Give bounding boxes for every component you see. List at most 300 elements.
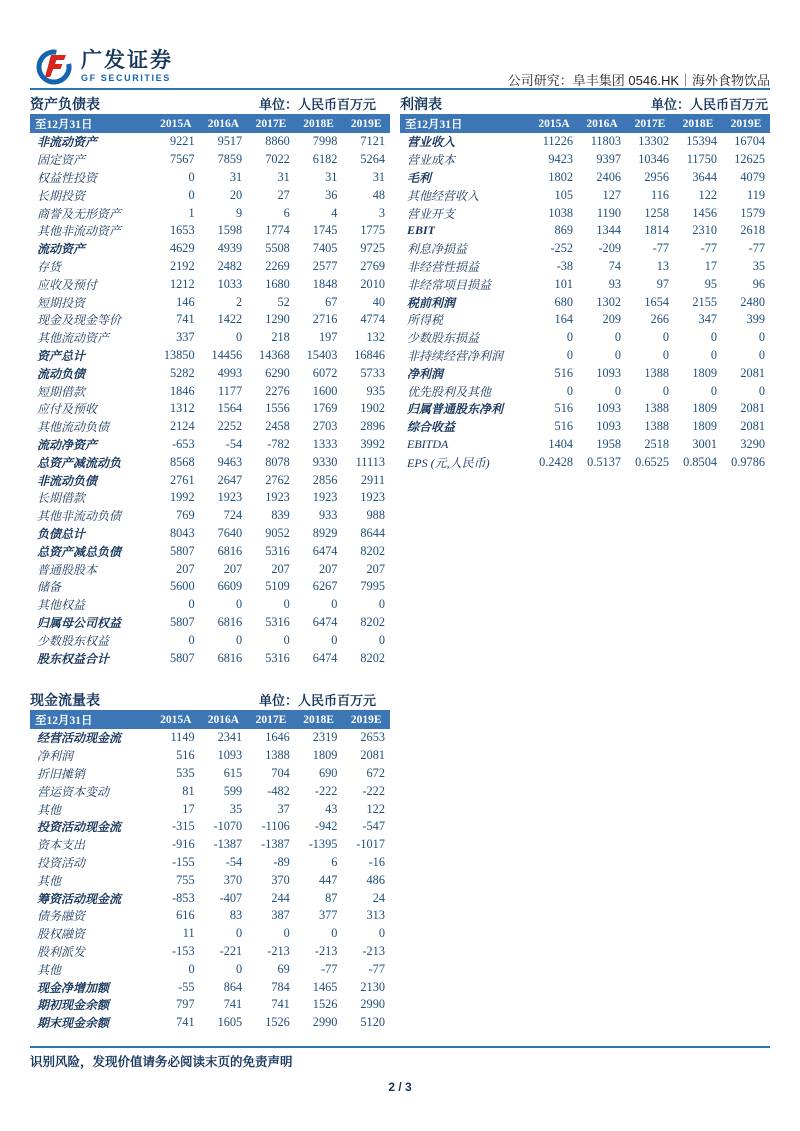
cell-value: 40 bbox=[372, 294, 385, 309]
cell-value: 2518 bbox=[644, 436, 669, 451]
cell-value: -1387 bbox=[213, 837, 243, 852]
cell-value: 9330 bbox=[312, 454, 338, 469]
cell-value: 16846 bbox=[354, 347, 385, 362]
cell-value: 1902 bbox=[360, 401, 385, 416]
cell-value: 2458 bbox=[265, 419, 290, 434]
cell-value: 0 bbox=[188, 597, 195, 612]
risk-disclaimer: 识别风险，发现价值请务必阅读末页的免责声明 bbox=[30, 1055, 293, 1069]
cell-value: 741 bbox=[176, 312, 195, 327]
cell-value: -547 bbox=[362, 819, 385, 834]
year-column-header: 2018E bbox=[303, 117, 334, 130]
cell-value: 266 bbox=[650, 312, 669, 327]
cell-value: 0 bbox=[614, 383, 621, 398]
row-label: 筹资活动现金流 bbox=[37, 891, 122, 906]
cell-value: 69 bbox=[277, 961, 290, 976]
cell-value: 93 bbox=[608, 276, 621, 291]
row-label: 非持续经营净利润 bbox=[407, 348, 504, 363]
cell-value: 6609 bbox=[217, 579, 243, 594]
cell-value: 0 bbox=[566, 347, 573, 362]
table-row bbox=[30, 560, 390, 578]
row-label: 期初现金余额 bbox=[37, 998, 110, 1013]
table-row bbox=[30, 329, 390, 347]
cell-value: 6267 bbox=[312, 579, 338, 594]
row-label: 期末现金余额 bbox=[37, 1016, 110, 1031]
cell-value: 0 bbox=[566, 383, 573, 398]
cell-value: 0 bbox=[614, 330, 621, 345]
year-column-header: 2019E bbox=[350, 713, 382, 726]
income-statement-caption bbox=[400, 94, 770, 114]
cell-value: -77 bbox=[652, 241, 669, 256]
cell-value: 2716 bbox=[312, 312, 338, 327]
cell-value: 1388 bbox=[265, 748, 290, 763]
year-column-header: 2018E bbox=[303, 713, 334, 726]
cell-value: 0 bbox=[614, 347, 621, 362]
cell-value: 5316 bbox=[265, 614, 290, 629]
cell-value: -213 bbox=[362, 943, 385, 958]
cell-value: -77 bbox=[748, 241, 765, 256]
row-label: 固定资产 bbox=[37, 153, 86, 168]
cell-value: 1258 bbox=[644, 205, 669, 220]
cell-value: 1745 bbox=[312, 223, 338, 238]
table-row bbox=[30, 169, 390, 187]
cell-value: 1923 bbox=[312, 490, 338, 505]
table-row bbox=[400, 453, 770, 471]
row-label: 营业收入 bbox=[407, 135, 456, 150]
row-label: 非流动负债 bbox=[37, 473, 98, 488]
cell-value: 35 bbox=[229, 801, 243, 816]
cell-value: -77 bbox=[700, 241, 717, 256]
cell-value: 377 bbox=[318, 908, 338, 923]
cell-value: 1093 bbox=[596, 401, 621, 416]
cell-value: 5508 bbox=[265, 241, 290, 256]
cell-value: 6816 bbox=[217, 614, 243, 629]
table-row bbox=[400, 240, 770, 258]
table-row bbox=[400, 329, 770, 347]
cell-value: 83 bbox=[229, 908, 243, 923]
cell-value: 0 bbox=[710, 383, 717, 398]
cell-value: 197 bbox=[318, 330, 338, 345]
cell-value: 3001 bbox=[692, 436, 717, 451]
cell-value: -77 bbox=[368, 961, 385, 976]
year-column-header: 2015A bbox=[538, 117, 570, 130]
cell-value: 2081 bbox=[740, 365, 765, 380]
logo-text bbox=[81, 50, 173, 83]
year-column-header: 2016A bbox=[207, 713, 240, 726]
table-row bbox=[30, 400, 390, 418]
year-column-header: 2015A bbox=[160, 117, 192, 130]
table-row bbox=[30, 151, 390, 169]
cell-value: -315 bbox=[172, 819, 195, 834]
cell-value: 1526 bbox=[312, 997, 338, 1012]
cell-value: 516 bbox=[554, 401, 573, 416]
row-label: 股利派发 bbox=[37, 944, 86, 959]
cell-value: -853 bbox=[172, 890, 195, 905]
balance-sheet-table bbox=[30, 94, 390, 667]
cell-value: -1395 bbox=[308, 837, 338, 852]
cell-value: 2192 bbox=[170, 258, 195, 273]
row-label: 资产总计 bbox=[37, 348, 86, 363]
cell-value: 5807 bbox=[170, 650, 195, 665]
cell-value: 0 bbox=[662, 347, 669, 362]
row-label: 其他流动负债 bbox=[37, 420, 110, 435]
cell-value: 1598 bbox=[217, 223, 243, 238]
cell-value: 704 bbox=[271, 765, 290, 780]
row-label: 应付及预收 bbox=[37, 402, 98, 417]
cell-value: 6290 bbox=[265, 365, 290, 380]
table-row bbox=[30, 854, 390, 872]
cell-value: -209 bbox=[598, 241, 621, 256]
row-label: 其他 bbox=[37, 802, 62, 817]
table-row bbox=[30, 311, 390, 329]
cell-value: 7121 bbox=[360, 134, 385, 149]
brand-name-en: GF SECURITIES bbox=[81, 72, 171, 83]
cell-value: 0 bbox=[331, 597, 338, 612]
cell-value: 2911 bbox=[360, 472, 385, 487]
table-row bbox=[30, 925, 390, 943]
cell-value: 724 bbox=[223, 508, 243, 523]
income-statement-table bbox=[400, 94, 770, 471]
cell-value: 2856 bbox=[312, 472, 338, 487]
cell-value: 2647 bbox=[217, 472, 243, 487]
table-row bbox=[30, 1014, 390, 1032]
cell-value: 0 bbox=[662, 383, 669, 398]
table-row bbox=[30, 204, 390, 222]
cell-value: 3 bbox=[378, 205, 385, 220]
cell-value: 146 bbox=[176, 294, 195, 309]
page-number: 2 / 3 bbox=[388, 1080, 412, 1094]
table-row bbox=[400, 258, 770, 276]
table-row bbox=[30, 222, 390, 240]
table-row bbox=[30, 364, 390, 382]
cell-value: 0 bbox=[758, 383, 765, 398]
cell-value: 17 bbox=[704, 258, 717, 273]
cell-value: 0.6525 bbox=[635, 454, 669, 469]
cell-value: 2990 bbox=[360, 997, 385, 1012]
cell-value: 1 bbox=[188, 205, 195, 220]
table-row bbox=[30, 347, 390, 365]
cell-value: 2319 bbox=[312, 730, 338, 745]
row-label: EBIT bbox=[407, 223, 436, 238]
cell-value: 933 bbox=[318, 508, 338, 523]
row-label: 总资产减总负债 bbox=[37, 544, 122, 559]
row-label: 净利润 bbox=[407, 366, 444, 381]
row-label: 存货 bbox=[37, 259, 62, 274]
row-label: EBITDA bbox=[407, 436, 449, 451]
cell-value: 2769 bbox=[360, 258, 385, 273]
row-label: 其他非流动负债 bbox=[37, 509, 122, 524]
cell-value: 370 bbox=[271, 872, 290, 887]
cell-value: 741 bbox=[223, 997, 243, 1012]
cell-value: 0 bbox=[378, 926, 385, 941]
cell-value: 11226 bbox=[542, 134, 573, 149]
row-label: EPS (元,人民币) bbox=[407, 455, 490, 470]
cell-value: 2341 bbox=[217, 730, 243, 745]
row-label: 股东权益合计 bbox=[37, 651, 110, 666]
row-label: 非流动资产 bbox=[37, 135, 98, 150]
table-row bbox=[400, 311, 770, 329]
table-row bbox=[400, 382, 770, 400]
cell-value: 5316 bbox=[265, 650, 290, 665]
row-label: 商誉及无形资产 bbox=[37, 206, 122, 221]
cell-value: 2761 bbox=[170, 472, 195, 487]
table-row bbox=[400, 275, 770, 293]
cell-value: 615 bbox=[223, 765, 243, 780]
table-row bbox=[30, 800, 390, 818]
row-label: 综合收益 bbox=[407, 420, 456, 435]
cell-value: 13850 bbox=[163, 347, 195, 362]
row-label: 其他非流动资产 bbox=[37, 224, 122, 239]
cell-value: 0 bbox=[188, 169, 195, 184]
cell-value: 1814 bbox=[644, 223, 669, 238]
cell-value: 207 bbox=[366, 561, 385, 576]
cell-value: 1646 bbox=[265, 730, 290, 745]
cell-value: 5807 bbox=[170, 543, 195, 558]
cell-value: 0 bbox=[236, 926, 243, 941]
cell-value: 8860 bbox=[265, 134, 290, 149]
cell-value: 81 bbox=[182, 783, 195, 798]
cell-value: 1312 bbox=[170, 401, 195, 416]
cell-value: 122 bbox=[698, 187, 717, 202]
cell-value: 1465 bbox=[312, 979, 338, 994]
cell-value: 15403 bbox=[306, 347, 338, 362]
cell-value: 6 bbox=[283, 205, 290, 220]
row-label: 投资活动现金流 bbox=[37, 820, 122, 835]
cell-value: -916 bbox=[172, 837, 195, 852]
table-row bbox=[30, 649, 390, 667]
cell-value: 101 bbox=[554, 276, 573, 291]
cell-value: 1388 bbox=[644, 365, 669, 380]
cell-value: 24 bbox=[372, 890, 385, 905]
cell-value: 5733 bbox=[360, 365, 385, 380]
cell-value: 36 bbox=[325, 187, 338, 202]
cell-value: 5316 bbox=[265, 543, 290, 558]
cell-value: 1302 bbox=[596, 294, 621, 309]
cell-value: 2269 bbox=[265, 258, 290, 273]
cell-value: 4079 bbox=[740, 169, 765, 184]
balance-sheet-unit: 单位：人民币百万元 bbox=[258, 97, 376, 112]
cell-value: 6474 bbox=[312, 650, 338, 665]
cell-value: 741 bbox=[271, 997, 290, 1012]
table-row bbox=[30, 275, 390, 293]
income-statement-unit: 单位：人民币百万元 bbox=[650, 97, 768, 112]
row-label: 流动净资产 bbox=[37, 437, 98, 452]
cell-value: 1149 bbox=[170, 730, 195, 745]
row-label: 现金及现金等价 bbox=[37, 313, 122, 328]
cell-value: 105 bbox=[554, 187, 573, 202]
cell-value: 6474 bbox=[312, 543, 338, 558]
table-row bbox=[400, 436, 770, 454]
cell-value: 347 bbox=[698, 312, 717, 327]
cell-value: 16704 bbox=[734, 134, 765, 149]
cell-value: 9052 bbox=[265, 525, 290, 540]
cell-value: 207 bbox=[176, 561, 195, 576]
year-column-header: 2016A bbox=[586, 117, 618, 130]
cell-value: 486 bbox=[366, 872, 385, 887]
cell-value: 1579 bbox=[740, 205, 765, 220]
table-row bbox=[30, 507, 390, 525]
cell-value: 0 bbox=[188, 961, 195, 976]
cell-value: 6474 bbox=[312, 614, 338, 629]
balance-sheet-caption bbox=[30, 94, 390, 114]
table-row bbox=[30, 836, 390, 854]
cell-value: 8078 bbox=[265, 454, 290, 469]
cell-value: 15394 bbox=[686, 134, 717, 149]
row-label: 短期投资 bbox=[37, 295, 86, 310]
cell-value: -653 bbox=[172, 436, 195, 451]
cell-value: 1038 bbox=[548, 205, 573, 220]
cell-value: 0.9786 bbox=[731, 454, 765, 469]
cell-value: -407 bbox=[219, 890, 243, 905]
cell-value: 1923 bbox=[217, 490, 243, 505]
cell-value: 3290 bbox=[740, 436, 765, 451]
cell-value: 31 bbox=[372, 169, 385, 184]
cell-value: 1680 bbox=[265, 276, 290, 291]
income-statement-rows bbox=[400, 133, 770, 471]
table-row bbox=[400, 293, 770, 311]
cell-value: 7567 bbox=[170, 152, 195, 167]
row-label: 经营活动现金流 bbox=[37, 731, 122, 746]
cell-value: 313 bbox=[366, 908, 385, 923]
row-label: 长期投资 bbox=[37, 188, 86, 203]
cell-value: 0 bbox=[283, 926, 290, 941]
cell-value: 7405 bbox=[312, 241, 338, 256]
cell-value: 14368 bbox=[259, 347, 290, 362]
cell-value: 864 bbox=[223, 979, 243, 994]
row-label: 毛利 bbox=[407, 170, 432, 185]
row-label: 其他权益 bbox=[37, 598, 86, 613]
table-row bbox=[30, 525, 390, 543]
cell-value: 31 bbox=[325, 169, 338, 184]
gf-logo-icon bbox=[34, 46, 74, 86]
cell-value: 13 bbox=[656, 258, 669, 273]
row-label: 折旧摊销 bbox=[37, 766, 86, 781]
cell-value: 797 bbox=[176, 997, 195, 1012]
cell-value: 8043 bbox=[170, 525, 195, 540]
table-row bbox=[30, 258, 390, 276]
cell-value: 0.8504 bbox=[683, 454, 717, 469]
cell-value: 2155 bbox=[692, 294, 717, 309]
cell-value: -1017 bbox=[356, 837, 385, 852]
cell-value: 97 bbox=[656, 276, 669, 291]
row-label: 税前利润 bbox=[407, 295, 456, 310]
balance-sheet-header-row bbox=[30, 114, 390, 133]
cell-value: 387 bbox=[271, 908, 290, 923]
cell-value: -482 bbox=[267, 783, 290, 798]
cell-value: 2081 bbox=[740, 419, 765, 434]
cell-value: 1290 bbox=[265, 312, 290, 327]
cell-value: 132 bbox=[366, 330, 385, 345]
cell-value: 6072 bbox=[312, 365, 338, 380]
year-column-header: 2018E bbox=[682, 117, 714, 130]
table-row bbox=[30, 889, 390, 907]
cell-value: 680 bbox=[554, 294, 573, 309]
cell-value: 869 bbox=[554, 223, 573, 238]
cell-value: 8202 bbox=[360, 650, 385, 665]
cell-value: 5282 bbox=[170, 365, 195, 380]
table-row bbox=[30, 747, 390, 765]
cell-value: 935 bbox=[366, 383, 385, 398]
cell-value: 164 bbox=[554, 312, 573, 327]
cell-value: 1093 bbox=[596, 365, 621, 380]
cell-value: 1456 bbox=[692, 205, 717, 220]
cell-value: 11750 bbox=[686, 152, 717, 167]
cell-value: 0 bbox=[236, 632, 243, 647]
cell-value: 87 bbox=[325, 890, 338, 905]
row-label: 非经常项目损益 bbox=[407, 277, 492, 292]
cell-value: 5120 bbox=[360, 1015, 385, 1030]
cell-value: -782 bbox=[267, 436, 290, 451]
row-label: 总资产减流动负 bbox=[37, 455, 122, 470]
cell-value: 741 bbox=[176, 1015, 195, 1030]
table-row bbox=[30, 578, 390, 596]
cell-value: -1070 bbox=[213, 819, 243, 834]
cell-value: 67 bbox=[325, 294, 338, 309]
header-divider bbox=[30, 88, 770, 90]
cell-value: 2896 bbox=[360, 419, 385, 434]
cell-value: 1190 bbox=[596, 205, 621, 220]
income-statement-header-row bbox=[400, 114, 770, 133]
cell-value: 1809 bbox=[692, 419, 717, 434]
cell-value: 9221 bbox=[170, 134, 195, 149]
cell-value: 95 bbox=[704, 276, 717, 291]
cell-value: 1564 bbox=[217, 401, 243, 416]
row-label: 长期借款 bbox=[37, 491, 86, 506]
cell-value: 2010 bbox=[360, 276, 385, 291]
cell-value: -38 bbox=[556, 258, 573, 273]
table-row bbox=[30, 818, 390, 836]
table-row bbox=[30, 782, 390, 800]
table-row bbox=[400, 186, 770, 204]
cell-value: 1809 bbox=[312, 748, 338, 763]
cell-value: 48 bbox=[372, 187, 385, 202]
cell-value: 37 bbox=[277, 801, 290, 816]
table-row bbox=[400, 151, 770, 169]
cell-value: 116 bbox=[651, 187, 669, 202]
table-row bbox=[400, 418, 770, 436]
cell-value: 11113 bbox=[355, 454, 385, 469]
cell-value: 1846 bbox=[170, 383, 195, 398]
table-row bbox=[30, 960, 390, 978]
period-header: 至12月31日 bbox=[35, 118, 93, 131]
row-label: 负债总计 bbox=[37, 526, 86, 541]
year-column-header: 2017E bbox=[255, 117, 287, 130]
cell-value: 5264 bbox=[360, 152, 385, 167]
cell-value: 516 bbox=[554, 365, 573, 380]
cell-value: 2310 bbox=[692, 223, 717, 238]
table-row bbox=[400, 364, 770, 382]
cell-value: 2406 bbox=[596, 169, 621, 184]
cell-value: 7022 bbox=[265, 152, 290, 167]
cell-value: 96 bbox=[752, 276, 765, 291]
cell-value: -16 bbox=[368, 854, 385, 869]
cell-value: 8568 bbox=[170, 454, 195, 469]
cell-value: 2276 bbox=[265, 383, 290, 398]
cell-value: -1106 bbox=[261, 819, 290, 834]
cell-value: -55 bbox=[178, 979, 195, 994]
cash-flow-table bbox=[30, 690, 390, 1032]
cell-value: 516 bbox=[554, 419, 573, 434]
table-row bbox=[30, 871, 390, 889]
cell-value: 0 bbox=[283, 632, 290, 647]
cell-value: 12625 bbox=[734, 152, 765, 167]
cell-value: 119 bbox=[747, 187, 765, 202]
cell-value: 1653 bbox=[170, 223, 195, 238]
cell-value: 1177 bbox=[218, 383, 243, 398]
cell-value: 5109 bbox=[265, 579, 290, 594]
cell-value: 6 bbox=[331, 854, 338, 869]
cell-value: 14456 bbox=[211, 347, 243, 362]
cell-value: 43 bbox=[325, 801, 338, 816]
